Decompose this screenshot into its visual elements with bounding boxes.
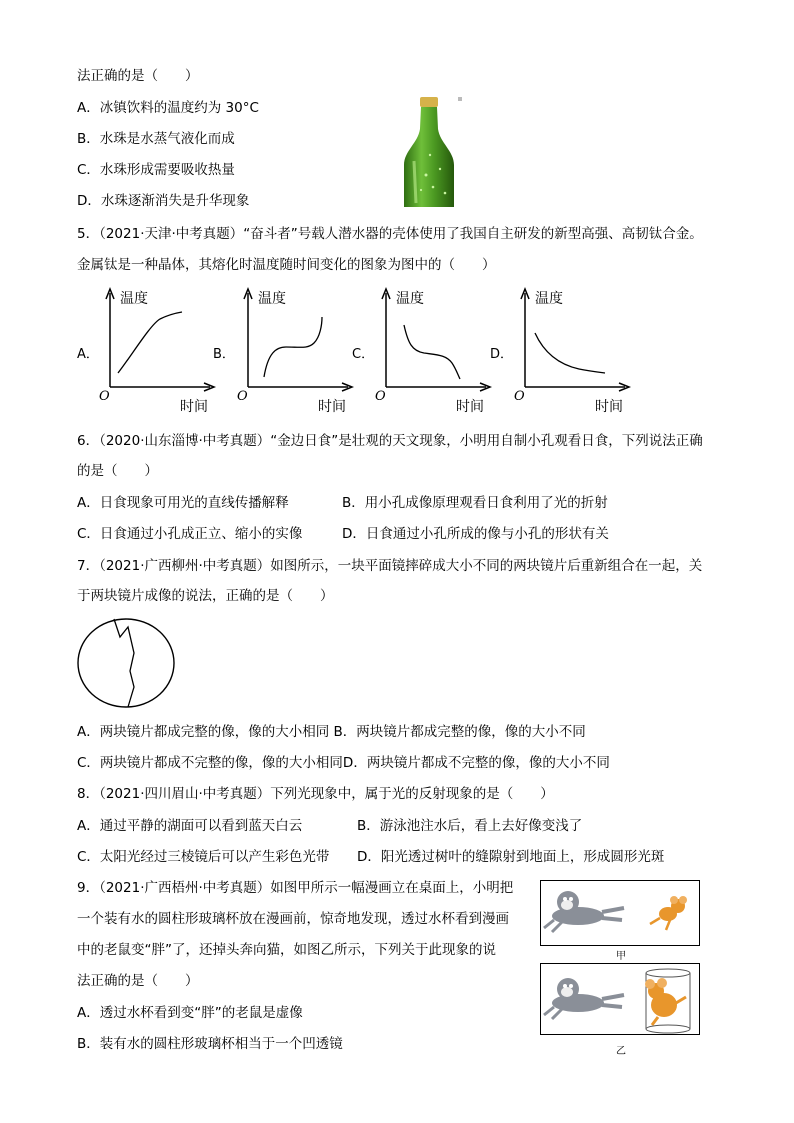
- q5-line2: 金属钛是一种晶体，其熔化时温度随时间变化的图象为图中的（ ）: [77, 257, 496, 273]
- q6-line1: 6．（2020·山东淄博·中考真题）“金边日食”是壮观的天文现象，小明用自制小孔观看日食，下列说法正确: [77, 433, 703, 449]
- q5-line1: 5．（2021·天津·中考真题）“奋斗者”号载人潜水器的壳体使用了我国自主研发的新型高强、高韧钛合金。: [77, 226, 703, 242]
- q9-line3: 中的老鼠变“胖”了，还掉头奔向猫，如图乙所示，下列关于此现象的说: [77, 942, 496, 958]
- q8-line1: 8．（2021·四川眉山·中考真题）下列光现象中，属于光的反射现象的是（ ）: [77, 786, 554, 802]
- q6-option-a: A．日食现象可用光的直线传播解释: [77, 495, 289, 511]
- graph-a-origin: O: [99, 389, 110, 404]
- q6-line2: 的是（ ）: [77, 463, 158, 479]
- graph-d-xlabel: 时间: [595, 399, 623, 415]
- q7-line2: 于两块镜片成像的说法，正确的是（ ）: [77, 588, 334, 604]
- q8-option-a: A．通过平静的湖面可以看到蓝天白云: [77, 818, 303, 834]
- graph-b-axes: [238, 285, 358, 395]
- q9-option-a: A．透过水杯看到变“胖”的老鼠是虚像: [77, 1005, 303, 1021]
- graph-c-xlabel: 时间: [456, 399, 484, 415]
- graph-d-curve: [535, 333, 605, 373]
- graph-d-axes: [515, 285, 635, 395]
- graph-c-letter: C．: [352, 347, 375, 362]
- cartoon-figure-jia: [540, 880, 700, 948]
- graph-d-origin: O: [514, 389, 525, 404]
- q4-option-a: A．冰镇饮料的温度约为 30°C: [77, 100, 259, 116]
- q6-option-b: B．用小孔成像原理观看日食利用了光的折射: [342, 495, 608, 511]
- q9-line1: 9．（2021·广西梧州·中考真题）如图甲所示一幅漫画立在桌面上，小明把: [77, 880, 514, 896]
- q9-line4: 法正确的是（ ）: [77, 973, 199, 989]
- q6-option-c: C．日食通过小孔成正立、缩小的实像: [77, 526, 303, 542]
- graph-b-origin: O: [237, 389, 248, 404]
- graph-b-xlabel: 时间: [318, 399, 346, 415]
- fig-jia-label: 甲: [616, 951, 626, 962]
- graph-d-letter: D．: [490, 347, 514, 362]
- q7-option-cd: C．两块镜片都成不完整的像，像的大小相同D．两块镜片都成不完整的像，像的大小不同: [77, 755, 610, 771]
- fig-yi-label: 乙: [616, 1046, 626, 1057]
- q9-line2: 一个装有水的圆柱形玻璃杯放在漫画前，惊奇地发现，透过水杯看到漫画: [77, 911, 509, 927]
- q4-option-c: C．水珠形成需要吸收热量: [77, 162, 235, 178]
- cartoon-figure-yi: [540, 963, 700, 1037]
- graph-c-axes: [376, 285, 496, 395]
- q6-option-d: D．日食通过小孔所成的像与小孔的形状有关: [342, 526, 609, 542]
- graph-a-ylabel: 温度: [120, 291, 148, 307]
- graph-c-ylabel: 温度: [396, 291, 424, 307]
- graph-c-origin: O: [375, 389, 386, 404]
- graph-a-letter: A．: [77, 347, 99, 362]
- graph-d-ylabel: 温度: [535, 291, 563, 307]
- q8-option-c: C．太阳光经过三棱镜后可以产生彩色光带: [77, 849, 330, 865]
- q4-option-d: D．水珠逐渐消失是升华现象: [77, 193, 250, 209]
- graph-a-axes: [100, 285, 220, 395]
- q8-option-b: B．游泳池注水后，看上去好像变浅了: [357, 818, 583, 834]
- broken-mirror-figure: [74, 615, 178, 711]
- graph-c-curve: [404, 325, 460, 379]
- beer-bottle-image: [388, 95, 468, 207]
- q9-option-b: B．装有水的圆柱形玻璃杯相当于一个凹透镜: [77, 1036, 343, 1052]
- q8-option-d: D．阳光透过树叶的缝隙射到地面上，形成圆形光斑: [357, 849, 665, 865]
- q7-line1: 7．（2021·广西柳州·中考真题）如图所示，一块平面镜摔碎成大小不同的两块镜片后重新组合在一起，关: [77, 558, 703, 574]
- graph-b-letter: B．: [213, 347, 235, 362]
- graph-a-xlabel: 时间: [180, 399, 208, 415]
- graph-a-curve: [118, 312, 182, 373]
- graph-b-curve: [264, 317, 322, 377]
- graph-b-ylabel: 温度: [258, 291, 286, 307]
- q4-stem: 法正确的是（ ）: [77, 68, 199, 84]
- q7-option-ab: A．两块镜片都成完整的像，像的大小相同 B．两块镜片都成完整的像，像的大小不同: [77, 724, 586, 740]
- q4-option-b: B．水珠是水蒸气液化而成: [77, 131, 235, 147]
